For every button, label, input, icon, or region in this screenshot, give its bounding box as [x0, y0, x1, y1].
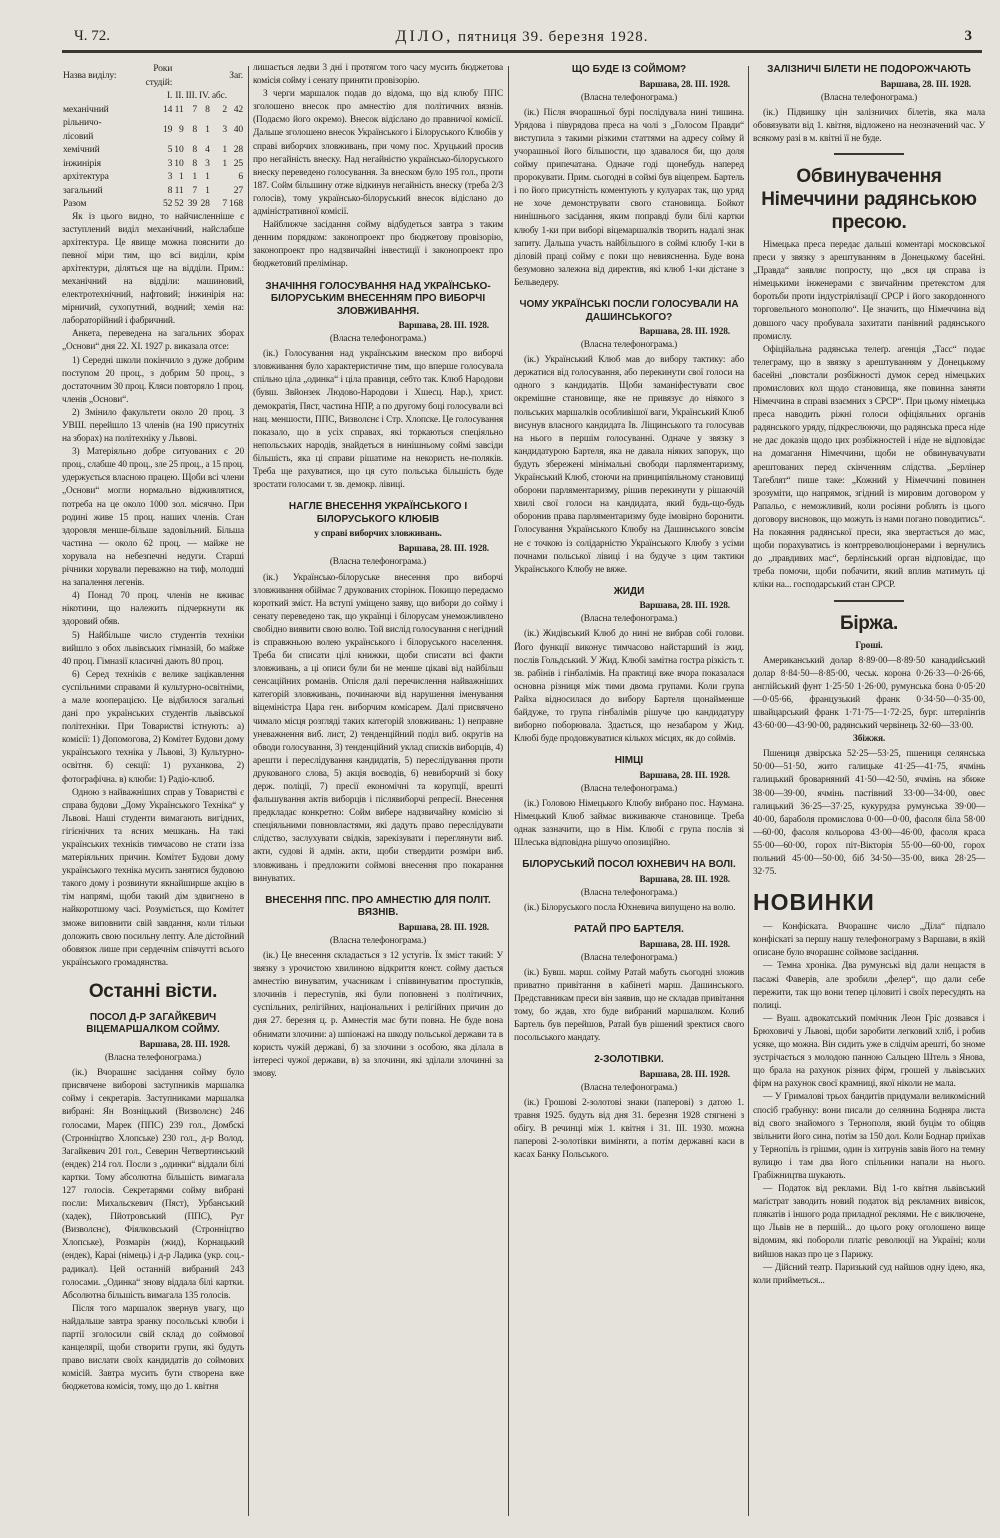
paragraph: Анкета, переведена на загальних зборах „Основи“ дня 22. XI. 1927 р. виказала отсе: [62, 329, 244, 353]
column-divider [248, 66, 249, 1516]
table-cell: 40 [233, 123, 243, 135]
paragraph: — У Грималові трьох бандитів придумали великомісний спосіб грабунку: вони писали до селянина Бодняра листа від свого знайомого з Тернополя, який буцім то обіцяв звільнити його сина, потім за 150 дол. Коли Боднар приїхав у Тернопіль із грішми, один із хитрунів завів його на темну вулицю і там два його спільники напали на нього. Грабіжництва шукають. [753, 1092, 985, 1181]
paragraph: Пшениця дзвірська 52·25—53·25, пшениця селянська 50·00—51·50, жито галицьке 41·25—41·75, ячмінь галицький броварняний 41·50—42·50, ячмінь на збиже 38·00—39·00, ячмінь пастівний 33·00—34·00, овес галицький 36·25—37·25, кукурудза румунська 39·00—40·00, бараболя промислова 0·00—0·00, фасоля біла 58·00—60·00, фасоля кольорова 43·00—46·00, фасоля краса 55·00—60·00, горох піт-Вікторія 55·00—60·00, горох польний 45·00—50·00, біб 34·50—35·00, вика 28·25—32·75. [753, 749, 985, 878]
table-cell: 7 [192, 103, 197, 115]
article-headline: БІЛОРУСЬКИЙ ПОСОЛ ЮХНЕВИЧ НА ВОЛІ. [522, 859, 736, 871]
article-headline: ЧОМУ УКРАЇНСЬКІ ПОСЛИ ГОЛОСУВАЛИ НА ДАШИНСЬКОГО? [519, 299, 739, 323]
table-row [62, 197, 244, 211]
section-title: Обвинувачення Німеччини радянською пресою. [761, 165, 977, 233]
table-cell: 42 [233, 103, 243, 115]
paragraph: — Темна хроніка. Два румунські від дали нещастя в пасажі Фаверів, але зробили „фелер“, що дали себе пережити, так що вони тепер ціловиті і своїх пересудять на полиці. [753, 961, 985, 1011]
paragraph: (ік.) Грошові 2-золотові знаки (паперові) з датою 1. травня 1925. будуть від дня 31. березня 1928 стягнені з обігу. В речинці між 1. квітня і 31. III. 1930. можна паперові 2-золотівки виміняти, а потім державні каси в касах Банку Польського. [514, 1098, 744, 1161]
article-headline: НІМЦІ [614, 755, 644, 767]
table-header-cell: Назва виділу: [63, 69, 117, 81]
paragraph: Німецька преса передає дальші коментарі московської преси у звязку з арештуванням в Донецькому басейні. „Правда“ заявляє попросту, що „вся ця справа із німецькими інженерами є звичайним претекстом для боротьби проти індустріялізації СРСР і його закордонного торговельного монополю“. Це значить, що Німеччина від довшого часу пробувала захитати панівний радянського промислу. [753, 239, 985, 342]
article-headline: ВНЕСЕННЯ ППС. ПРО АМНЕСТІЮ ДЛЯ ПОЛІТ. ВЯЗНІВ. [265, 894, 491, 919]
table-cell: 1 [192, 171, 197, 182]
dateline: Варшава, 28. III. 1928. [880, 79, 971, 90]
table-cell: 1 [222, 144, 228, 155]
table-cell: архітектура [63, 171, 109, 182]
paragraph: Офіційальна радянська телеґр. агенція „Тасс“ подає телеграму, що в звязку з арештуванням у Донецькому басейні „повстали розбіжності думок серед німецьких промислових кол щодо становища, яке повинна заняти Німеччина в справі взаємних з СРСР“. При цьому німецька преса наводить ріжні голоси офіціяльних органів радянського уряду, підкреслюючи, що радянська преса ніде не дає доказів щодо цих розбіжностей і ніде не відповідає на домагання Німеччини, щоби не обвинувачувати арештованих перед скінченням слідства. „Берлінер Таґеблят“ пише таке: „Кожний у Німеччині повинен зрозуміти, що напрямок, згідний із мировим договором у Рапальо, є неможливий, коли росіяни роблять із цього договору висновок, що можуть із нами погано поводитись“. На покаяння радянської преси, яка звертається до мас, щоби порахуватись із контрреволюціонерами і вернулись до „правдивих мас“, берлінський орган відповідає, що треба помочи, щоби побачити, який вплив матимуть ці кліки на... господарський стан СРСР. [753, 344, 985, 591]
article-headline: ПОСОЛ Д-Р ЗАГАЙКЕВИЧ ВІЦЕМАРШАЛКОМ СОЙМУ. [86, 1011, 220, 1036]
section-title: Біржа. [839, 612, 899, 634]
source-line: (Власна телефонограма.) [580, 1083, 678, 1093]
table-cell: 10 [174, 157, 184, 169]
section-title: Останні вісти. [88, 980, 218, 1002]
table-cell: 19 [163, 123, 173, 135]
table-cell: 3 [167, 171, 173, 182]
paragraph: Найближче засідання сойму відбудеться завтра з таким денним порядком: законопроект про бюджетову провізорію, законопроект про надзвичайні інвестиції і законопроект про бюджетовий прелімінар. [253, 220, 503, 270]
article-headline: ЗАЛІЗНИЧІ БІЛЕТИ НЕ ПОДОРОЖЧАЮТЬ [767, 64, 971, 75]
source-line: (Власна телефонограма.) [820, 92, 918, 103]
table-cell: 39 [187, 198, 197, 209]
paragraph: (ік.) Після вчорашньої бурі послідувала нині тишина. Урядова і півурядова преса на чолі з „Голосом Правди“ виступила з такими різкими статтями на адресу сойму й учорашньої його більшости, що здавалося би, що доля сойму припечатана. Одначе годі щонебудь наперед пророкувати. Прим. сьогодні в соймі був віцепрем. Бартель і по його присутність коментують у кулуарах так, що уряд не хоче демонструвати свого становища. Бойкот нинішнього засідання, яким поправді були білі картки клюбу 1-ки при виборі віцемаршалків творить надалі знак запиту. Дальша участь найбільшого в соймі клюбу 1-ки в діловій праці сойму є поки що невиясненна. Буде вона безумовно залежна від директив, які клюб 1-ки дістане з Бельведеру. [514, 107, 744, 288]
article-headline: ЖИДИ [613, 585, 645, 597]
paragraph: З черги маршалок подав до відома, що від клюбу ППС зголошено внесок про амнестію для політичних вязнів. (Подаємо його окремо). Внесок відіслано до правничої комісії. Дальше зголошено внесок Українського і Білоруського Клюбів у справі виборчих зловживань, при чому пос. Хруцький просив про негайність внеску. Над негайністю українсько-білоруського внеску переведено голосування. За внеском було 195 гол., проти 187. Сойм більшину отже відкинув негайність внеску (треба 2/3 голосів), тому українсько-білоруський внесок відіслано до адміністративної комісії. [253, 89, 503, 218]
paper-name: ДІЛО, [395, 28, 454, 45]
table-cell: 2 [222, 103, 228, 115]
table-header-cell: I. [167, 90, 173, 101]
paragraph: (ік.) Український Клюб мав до вибору тактику: або держатися від голосування, або перекинути свої голоси на одного з кандидатів. Щоби заманіфестувати своє окремішне становище, яке не привязує до ніякого з польських маршалків особливішої ваги, Український Клюб висунув власного кандидата Ів. Ліщинського та голосував на нього в першім голосуванні. Одначе у звязку з кандидатурою Бартеля, яка не давала ніяких запорук, що будуть збережені мінімальні свободи парляментаризму, Український Клюб, стоючи на принципіяльному становищі оборони парляментаризму, рішив перекинути у рішаючій хвилі свої голоси на кандидата, який будь-що-будь оборонив права парляментаризму буде імовірно боронити. Голосування Українського Клюбу на Дашинського зовсім не є точкою із солідарністю Українського Клюбу з усіми почнами польської лівиці і на будуче з цим тактики Українського Клюбу не вяже. [514, 355, 744, 575]
dateline: Варшава, 28. III. 1928. [639, 327, 730, 337]
issue-number: Ч. 72. [74, 28, 110, 44]
table-cell: 7 [192, 184, 197, 196]
paragraph: (ік.) Бувш. марш. сойму Ратай мабуть сьогодні зложив приватно привітання в кабінеті марш. Дашинського. Представникам преси він заявив, що не складав привітання тому, бо ждав, хто буде вибраний маршалком. Колиб Бартель був перейшов, Ратай був рішений зректися свого посольського мандату. [514, 967, 744, 1044]
stats-table [62, 62, 244, 211]
paragraph: (ік.) Українсько-білоруське внесення про виборчі зловживання обіймає 7 друкованих сторінок. Покищо передаємо короткий зміст. На вступі уміщено заяву, що вибори до сойму і сенату переведено так, що українці і білорусам унеможливлено свобідно виявити свою волю. Той вислід голосування є негідний із справжньою волею українського і білоруського населення. Треба би списати цілі книжки, щоби списати всі факти зловживань, а ці описи були би не менше цікаві від найбільш сенсаційних романів. Опісля далі перечислення найважніших категорій зловживань, починаючи від нарушення іменування віцеміністра Цара ген. виборчим комісарем. Далі присвячено чимало місця розгляді таких категорій зловживань: 1) неправне уневажнення виб. лист, 2) тенденційний поділ виб. округів на обводи голосування, 3) тенденційний уклад списків виборців, 4) арешти і переслідування кандидатів, 5) переслідування проти друкованого слова, 5) акція воєводів, 6) невиборчий зі боку держ. поліції, 7) пресії економічні та корупції, врешті фальшування актів виборців і післявиборчі репресії. Внесення предкладає конкретно: Сойм вибере надзвичайну комісію зі спеціяльними повновластями, які дадуть право переслідувати слідство, заслухувати свідків, зарекізувати і переглянути виб. акти, судові й адмін. акти, щоби ствердити розміри виб. зловживань і предложити соймові внесення про покарання винуватих. [253, 572, 503, 884]
table-cell: 6 [238, 171, 243, 182]
paragraph: Як із цього видно, то найчисленніше є заступлений виділ механічний, найслабше архітектура. Це явище можна пояснити до певної міри тим, що всі виділи, крім архітектури, діляться ще на відділи. Прим.: механічний на відділи: машиновий, електротехнічний, нафтовий; інжинірія на: мірничий, сухопутний, водний; хемія на: лабораторійний і фабричний. [62, 211, 244, 327]
article-headline: 2-ЗОЛОТІВКИ. [594, 1054, 664, 1066]
source-line: (Власна телефонограма.) [580, 887, 678, 898]
source-line: (Власна телефонограма.) [104, 1053, 202, 1064]
source-line: (Власна телефонограма.) [329, 935, 427, 946]
dateline: Варшава, 28. III. 1928. [139, 1039, 230, 1050]
table-row [62, 170, 244, 184]
table-cell [211, 170, 228, 184]
separator-rule [834, 600, 904, 602]
paragraph: (ік.) Це внесення складається з 12 устугів. Їх зміст такий: У звязку з урочистою хвилиною відкриття конст. сойму дається амнестію винуватим, учасникам і співвинуватим проступків, злочинів і переступів, які були поповнені з політичних, суспільних, релігійних, національних і релігійних причин до дня 27. березня ц. р. Амнестія має бути повна. Не буде вона обнимати злочини: а) шпіонажі на шкоду польської держави та в користь чужій державі, б) за злочини з особою, яка ділала в інтересі чужої держави, в) за злочини, які зділали злочинні за змову. [253, 950, 503, 1079]
source-line: (Власна телефонограма.) [580, 92, 678, 103]
table-cell: Разом [63, 198, 87, 209]
table-header-cell [228, 89, 244, 103]
paragraph: 3) Матеріяльно добре ситуованих є 20 проц., слабше 40 проц., зле 25 проц., а 15 проц. удержується власною працею. Щоби всі члени „Основи“ могли нормально відживлятися, потреба на це около 1000 зол. місячно. При родині живе 15 проц. наших членів. Стан здоровля менше-більше задовільний. Більша частина — около 62 проц. — майже не хорувала на небезпечні недуги. Старші річники хорували переважно на тиф, молодші на запалення легенів. [62, 447, 244, 589]
source-line: (Власна телефонограма.) [580, 952, 678, 963]
table-cell: 14 [163, 103, 173, 115]
page-number: 3 [964, 28, 972, 44]
table-header-row [62, 89, 244, 103]
header-rule [62, 50, 982, 53]
paragraph: (ік.) Білоруського посла Юхневича випущено на волю. [524, 903, 736, 914]
section-title: НОВИНКИ [753, 889, 875, 916]
table-cell: 52 [163, 198, 173, 209]
table-cell: 1 [222, 157, 228, 169]
table-header-cell [173, 62, 184, 89]
table-cell: механічний [63, 103, 109, 115]
subheading: Гроші. [855, 640, 883, 651]
dateline: Варшава, 28. III. 1928. [639, 770, 730, 781]
paragraph: — Вуаш. адвокатський помічник Леон Гріс дозвався і Брюховичі у Львові, щоби заробити легковий хліб, і робив усяке, що можна. Він сидить уже в слідчім арешті, бо зноме зустрічається з молодою панною Сальцею Штель з Янова, що брала на рахунок різних фірм, грошей у львівських фірм на рахунок своєї крамниці, якої ніколи не мала. [753, 1013, 985, 1090]
table-cell: 4 [205, 144, 210, 155]
table-cell: інжинірія [63, 157, 101, 169]
table-cell: 8 [192, 123, 197, 135]
table-row [62, 116, 244, 143]
table-cell: 11 [174, 103, 184, 115]
column-divider [748, 66, 749, 1516]
paragraph: — Конфіската. Вчорашнє число „Діла“ підпало конфіскаті за першу нашу телефонограму з Варшави, в якій описане було вчорашнє соймове засідання. [753, 922, 985, 959]
article-headline: ЩО БУДЕ ІЗ СОЙМОМ? [571, 64, 687, 75]
table-cell: загальний [63, 184, 103, 196]
table-cell: 28 [233, 144, 243, 155]
paragraph: 1) Середні школи покінчило з дуже добрим поступом 20 проц., з добрим 50 проц., з достаточним 30 проц. Кляси повторяло 1 проц. членів „Основи“. [62, 355, 244, 405]
table-cell: 1 [205, 171, 210, 182]
table-header-row [62, 62, 244, 89]
table-header-cell: II. [175, 90, 184, 101]
table-header-cell: IV. [198, 90, 210, 101]
table-header-cell [211, 62, 228, 89]
table-cell: 168 [229, 198, 243, 209]
paragraph: (ік.) Жидівський Клюб до нині не вибрав собі голови. Його функції виконує тимчасово найстарший із жид. послів Гольдський. У Жид. Клюбі замітна гостра різкість т. зв. рабінів і гінбалімів. На практиці вже вчора показалася основна різниця між тими двома групами. Коли група Райха відносилася до вибору Бартеля щонайменше байдуже, то група гінбалімів рішуче цю кандидатуру виборно поборювала. Здається, що незабаром у Жид. Клюбі буде продовжуватися кількох місцях, як до соймів. [514, 629, 744, 745]
source-line: (Власна телефонограма.) [580, 614, 678, 625]
dateline: Варшава, 28. III. 1928. [639, 601, 730, 612]
table-cell: 27 [233, 184, 243, 196]
table-cell: хемічний [63, 144, 100, 155]
paragraph: (ік.) Головою Німецького Клюбу вибрано пос. Наумана. Німецький Клюб займає виживаюче становище. Треба однак зазначити, що в Нім. Клюбі є група послів зі Шлеська відповідна рішучо опозиційно. [514, 799, 744, 849]
source-line: (Власна телефонограма.) [580, 340, 678, 351]
dateline: Варшава, 28. III. 1928. [639, 874, 730, 885]
issue-date: пятниця 39. березня 1928. [457, 29, 649, 45]
source-line: (Власна телефонограма.) [580, 783, 678, 794]
article-headline: РАТАЙ ПРО БАРТЕЛЯ. [574, 924, 684, 936]
table-cell: 5 [167, 144, 173, 155]
page-header [62, 28, 982, 50]
paragraph: 2) Змінило факультети около 20 проц. З УВШ. перейшло 13 членів (на 190 присутніх на зборах) на політехніку у Львові. [62, 407, 244, 445]
paragraph: Після того маршалок звернув увагу, що найдальше завтра зранку посольські клюби і партії зголосили свій склад до соймової канцелярії, щоби створити групи, які будуть право вислати своїх кандидатів до соймових комісій. Завтра мусить бути створена вже бюджетова комісія, тому, що до 1. квітня [62, 1303, 244, 1393]
table-cell: 9 [178, 123, 184, 135]
source-line: (Власна телефонограма.) [329, 334, 427, 345]
table-cell: рільничо-лісовий [63, 117, 102, 142]
paragraph: (ік.) Вчорашнє засідання сойму було присвячене виборові заступників маршалка сойму і секретарів. Заступниками маршалка вибрані: Ян Возніцький (Визволєнє) 246 голосами, Марек (ППС) 239 гол., Домбскі (Стронніцтво Хлопське) 230 гол., д-р Волод. Загайкевич 201 гол., Северин Четвертинський (ендек) 214 гол. Посли з „одинки“ віддали білі картки. Тому абсолютна більшість вимагала 127 голосів. Секретарями сойму вибрані посли: Михальскевич (Пяст), Урбанський (хадек), Пйотровський (ППС), Руг (Визволєнє), Фіялковський (Стронніцтво Хлопське), Розмарін (жид), Корнацький (ендек), Караі (німець) і д-р Ладика (укр. соц.-радикал). Цей останній вибраний 243 голосами. „Одинка“ знову віддала білі картки. Абсолютна більшість вимагала 135 голосів. [62, 1068, 244, 1301]
table-cell: 28 [200, 198, 210, 209]
table-cell: 8 [192, 157, 197, 169]
paragraph: (ік.) Підвишку цін залізничих білетів, яка мала обовязувати від 1. квітня, відложено на неозначений час. У всякому разі в м. квітні її не буде. [753, 107, 985, 144]
dateline: Варшава, 28. III. 1928. [639, 1069, 730, 1080]
source-line: (Власна телефонограма.) [329, 557, 427, 568]
column-divider [508, 66, 509, 1516]
table-cell: 1 [178, 171, 184, 182]
table-cell: 8 [205, 103, 210, 115]
table-header-cell [185, 62, 198, 89]
table-row [62, 103, 244, 117]
table-row [62, 184, 244, 198]
paragraph: 5) Найбільше число студентів техніки вийшло з обох львівських гімназій, бо майже 40 проц. Гімназії класичні дають 80 проц. [62, 630, 244, 667]
table-header-cell: абс. [211, 90, 228, 101]
dateline: Варшава, 28. III. 1928. [639, 79, 730, 90]
dateline: Варшава, 28. III. 1928. [398, 922, 489, 933]
column-2 [253, 62, 503, 1081]
table-header-cell: Роки студій: [145, 63, 173, 88]
table-cell: 8 [192, 144, 197, 155]
article-headline: ЗНАЧІННЯ ГОЛОСУВАННЯ НАД УКРАЇНСЬКО-БІЛОРУСЬКИМ ВНЕСЕННЯМ ПРО ВИБОРЧІ ЗЛОВЖИВАННЯ. [265, 280, 491, 317]
table-header-cell: Заг. [229, 69, 243, 81]
table-cell: 3 [205, 157, 210, 169]
table-cell: 3 [222, 123, 228, 135]
paragraph: (ік.) Голосування над українським внеском про виборчі зловживання було характеристичне тим, що вперше голосувала спільно ціла „одинка“ і ціла правиця, себто так. Клюб Народови (бувш. Звйонзек Людово-Народови і Хшесц. Нар.), христ. демократія, Пяст, частина НПР, а по другому боці голосували всі нац. меншости, ППС, Визволєнє і Стр. Хлопске. Це голосування показало, що в усіх справах, які торкаються спеціяльно непольських народів, знайдеться в нинішньому соймі завсіди більшість, яка ці справи рішатиме на некористь не-поляків. Треба ще рахуватися, що ця суто польська більшість буде зростати голосами т. зв. демокр. лівиці. [253, 349, 503, 491]
article-headline: НАГЛЕ ВНЕСЕННЯ УКРАЇНСЬКОГО І БІЛОРУСЬКОГО КЛЮБІВ [288, 501, 468, 525]
dateline: Варшава, 28. III. 1928. [639, 939, 730, 950]
column-4 [753, 62, 985, 1288]
paragraph: 6) Серед техніків є велике зацікавлення суспільними справами й культурно-освітніми, а мале кооперацією. Це відбилося загальні дані про українських студентів львівської політехніки. При Товаристві істнують: а) комісії: 1) Допомогова, 2) Комітет Будови дому українського техніка у Львові, 3) Культурно-освітня. б) секції: 1) руханкова, 2) фотографічна. в) клюби: 1) Радіо-клюб. [62, 669, 244, 785]
paragraph: Одною з найважніших справ у Товаристві є справа будови „Дому Українського Техніка“ у Львові. Наші студенти вимагають вигідних, гігієнічних та ясних мешкань. На такі українських техніків тимчасово не стати ізза матеріяльних причин. Комітет Будови дому українського техніка мусить занятися будовою такого дому і розвинути якнайширше акцію в тім напрямі, щоби такий дім здвигнено в найкоротшому часі. Розуміється, що Комітет зможе виповнити свій завдання, коли тільки доложить свою посильну лепту. Але дістойний обовязок лише при сердечнім співчутті всього українського громадянства. [62, 787, 244, 968]
table-header-cell [62, 89, 128, 103]
column-3 [514, 62, 744, 1163]
table-cell: 52 [174, 198, 184, 209]
table-cell: 10 [174, 144, 184, 155]
table-cell: 3 [167, 157, 173, 169]
table-cell [211, 184, 228, 198]
table-cell: 8 [167, 184, 173, 196]
dateline: Варшава, 28. III. 1928. [398, 321, 489, 331]
table-cell: 7 [222, 198, 228, 209]
paragraph: 4) Понад 70 проц. членів не вживає нікотини, що належить підчеркнути як здоровий обяв. [62, 591, 244, 628]
table-cell: 1 [205, 123, 210, 135]
column-1 [62, 62, 244, 1394]
subheading: у справі виборчих зловживань. [314, 529, 442, 540]
table-cell: 11 [174, 184, 184, 196]
table-row [62, 143, 244, 157]
paragraph: — Податок від реклами. Від 1-го квітня львівський маґістрат заводить новий податок від рекламних вивісок, плякатів і іншого рода приладної реклями. Не є виключене, що Львів не в першій... до цього року оголошено вище відомим, які побороли платіє революції на Україні; коли вийшов наказ про це з Парижу. [753, 1184, 985, 1260]
paragraph: лишається ледви 3 дні і протягом того часу мусить бюджетова комісія сойму і сенату приняти провізорію. [253, 63, 503, 87]
table-header-cell [198, 62, 211, 89]
subheading: Збіжжя. [852, 734, 886, 745]
table-cell: 25 [233, 157, 243, 169]
table-header-cell: III. [185, 90, 197, 101]
separator-rule [834, 153, 904, 155]
table-cell: 1 [205, 184, 210, 196]
paragraph: Американський долар 8·89·00—8·89·50 канадийський долар 8·84·50—8·85·00, чеськ. корона 0·26·33—0·26·66, англійський фунт 1·25·50 1·26·00, румунська бона 0·05·20—0·05·66, французький франк 0·34·50—0·35·00, швайцарський франк 1·71·75—1·72·25, бург. штерлінґів 43·60·00—43·90·00, радянський червінець 32·60—33·00. [753, 655, 985, 732]
masthead [62, 28, 982, 46]
paragraph: — Дійсний театр. Паризький суд найшов одну ідею, яка, коли прийметься... [753, 1262, 985, 1286]
table-row [62, 157, 244, 171]
dateline: Варшава, 28. III. 1928. [398, 544, 489, 555]
